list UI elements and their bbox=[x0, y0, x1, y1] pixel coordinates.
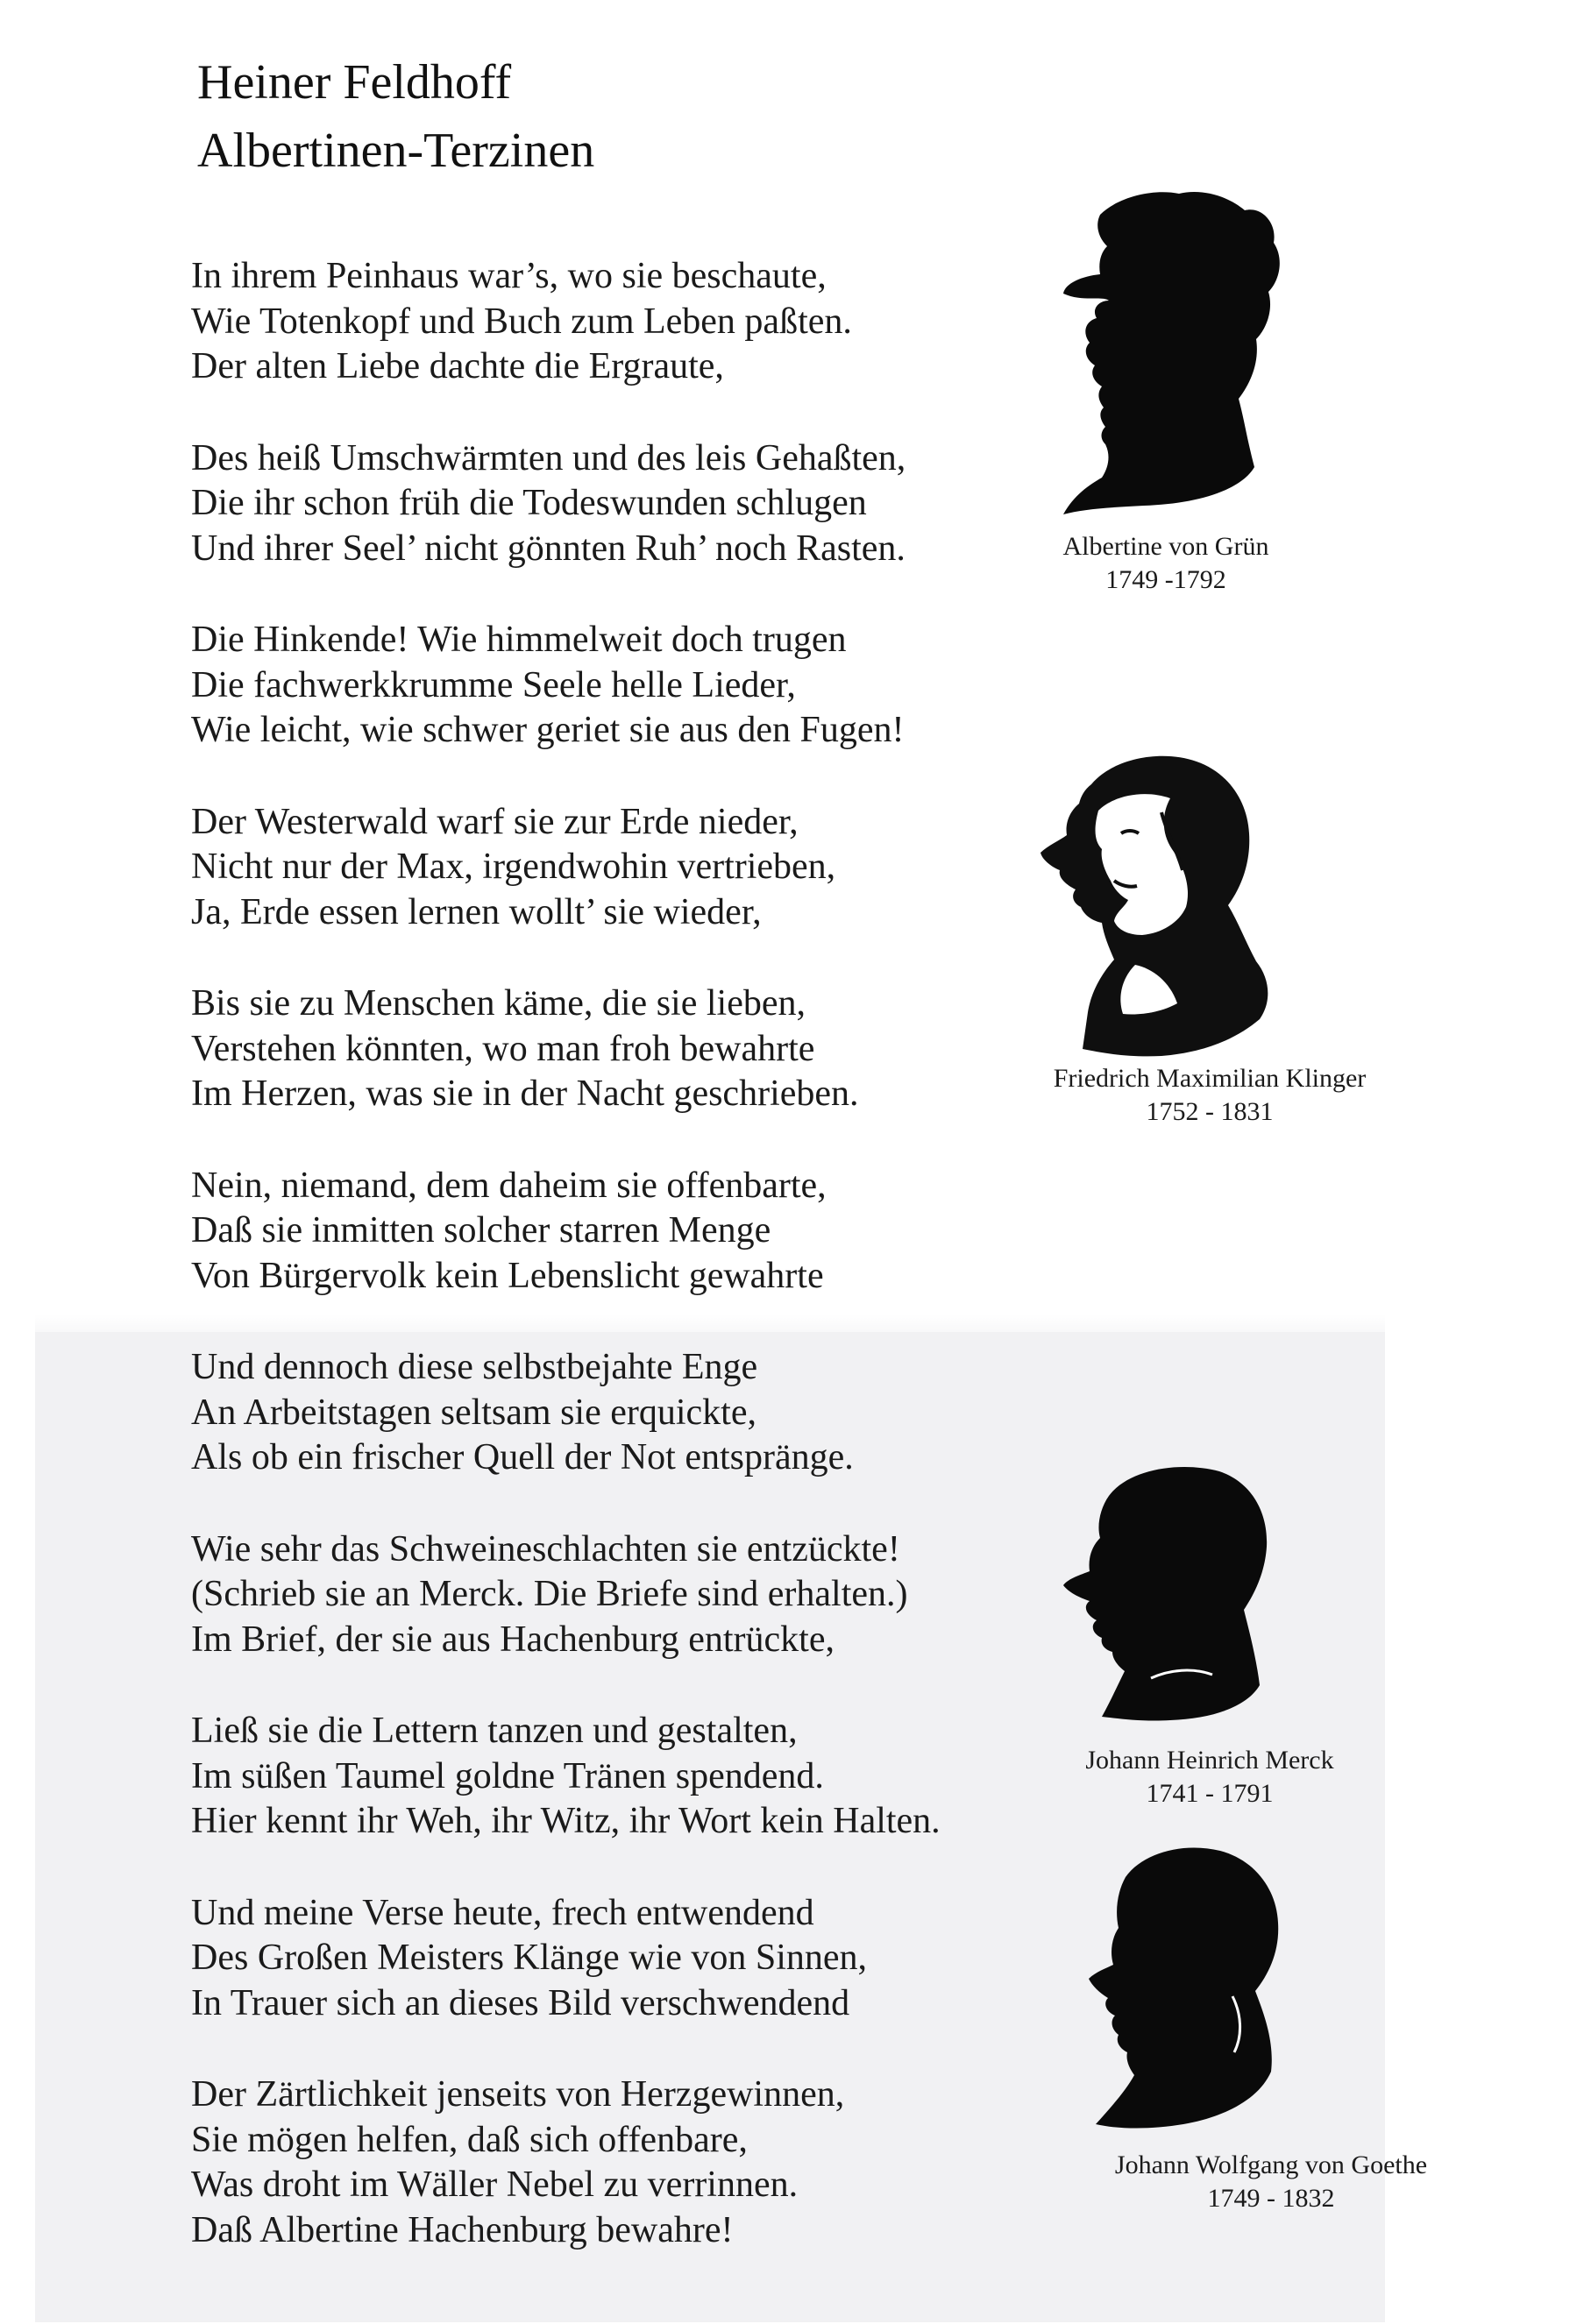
poem-line: Der Westerwald warf sie zur Erde nieder, bbox=[191, 801, 799, 842]
poem-line: Von Bürgervolk kein Lebenslicht gewahrte bbox=[191, 1255, 824, 1296]
poem-line: Im Herzen, was sie in der Nacht geschrieben. bbox=[191, 1073, 859, 1114]
stanza bbox=[191, 1527, 1120, 1663]
stanza bbox=[191, 1891, 1120, 2027]
portrait-caption-klinger bbox=[1008, 1062, 1411, 1129]
poem-line: Im süßen Taumel goldne Tränen spendend. bbox=[191, 1755, 824, 1796]
poem-line: Die ihr schon früh die Todeswunden schlugen bbox=[191, 483, 867, 523]
portrait-caption-goethe bbox=[1056, 2149, 1486, 2215]
poem-line: Im Brief, der sie aus Hachenburg entrückte, bbox=[191, 1619, 835, 1660]
poem-line: Was droht im Wäller Nebel zu verrinnen. bbox=[191, 2165, 799, 2205]
poem-line: Der Zärtlichkeit jenseits von Herzgewinnen, bbox=[191, 2074, 845, 2115]
stanza bbox=[191, 618, 1120, 754]
engraved-portrait-icon bbox=[1030, 749, 1275, 1065]
portrait-years: 1752 - 1831 bbox=[1146, 1097, 1274, 1126]
portrait-years: 1741 - 1791 bbox=[1146, 1779, 1274, 1808]
poem-line: Als ob ein frischer Quell der Not entspränge. bbox=[191, 1437, 854, 1477]
poem-line: Nein, niemand, dem daheim sie offenbarte, bbox=[191, 1165, 827, 1206]
poem-title: Albertinen-Terzinen bbox=[197, 124, 595, 178]
poem-line: Die fachwerkkrumme Seele helle Lieder, bbox=[191, 664, 796, 705]
silhouette-man-icon bbox=[1061, 1842, 1289, 2131]
poem-line: In Trauer sich an dieses Bild verschwendend bbox=[191, 1982, 850, 2023]
poem-body bbox=[191, 254, 1120, 2299]
portrait-johann-heinrich-merck bbox=[1048, 1459, 1275, 1722]
poem-line: Daß Albertine Hachenburg bewahre! bbox=[191, 2209, 734, 2250]
poem-line: Der alten Liebe dachte die Ergraute, bbox=[191, 346, 724, 386]
poem-line: Ließ sie die Lettern tanzen und gestalten, bbox=[191, 1711, 798, 1751]
portrait-albertine-von-gruen bbox=[1048, 188, 1293, 521]
portrait-johann-wolfgang-von-goethe bbox=[1061, 1842, 1289, 2131]
silhouette-man-icon bbox=[1048, 1459, 1275, 1722]
stanza bbox=[191, 981, 1120, 1117]
stanza bbox=[191, 1164, 1120, 1300]
portrait-name: Johann Heinrich Merck bbox=[1085, 1746, 1334, 1775]
silhouette-woman-icon bbox=[1048, 188, 1293, 521]
poem-line: Und ihrer Seel’ nicht gönnten Ruh’ noch Rasten. bbox=[191, 528, 906, 569]
poem-line: Und meine Verse heute, frech entwendend bbox=[191, 1892, 814, 1933]
poem-line: Wie leicht, wie schwer geriet sie aus den Fugen! bbox=[191, 710, 905, 750]
stanza-final bbox=[191, 2072, 1120, 2253]
poem-line: In ihrem Peinhaus war’s, wo sie beschaute, bbox=[191, 256, 827, 296]
title-block bbox=[197, 48, 594, 185]
poem-line: Ja, Erde essen lernen wollt’ sie wieder, bbox=[191, 891, 762, 932]
poem-line: Hier kennt ihr Weh, ihr Witz, ihr Wort kein Halten. bbox=[191, 1801, 941, 1841]
stanza bbox=[191, 436, 1120, 572]
stanza bbox=[191, 800, 1120, 936]
poem-line: Des heiß Umschwärmten und des leis Gehaßten, bbox=[191, 437, 906, 478]
poem-line: Wie Totenkopf und Buch zum Leben paßten. bbox=[191, 301, 852, 342]
poem-line: Des Großen Meisters Klänge wie von Sinnen, bbox=[191, 1938, 868, 1978]
stanza bbox=[191, 254, 1120, 390]
poem-line: Verstehen könnten, wo man froh bewahrte bbox=[191, 1028, 815, 1069]
poem-line: Daß sie inmitten solcher starren Menge bbox=[191, 1210, 771, 1251]
poem-line: Sie mögen helfen, daß sich offenbare, bbox=[191, 2119, 748, 2160]
poem-line: Und dennoch diese selbstbejahte Enge bbox=[191, 1347, 758, 1387]
poem-line: Wie sehr das Schweineschlachten sie entzückte! bbox=[191, 1528, 900, 1569]
portrait-years: 1749 -1792 bbox=[1105, 565, 1226, 594]
poem-line: (Schrieb sie an Merck. Die Briefe sind erhalten.) bbox=[191, 1574, 908, 1614]
poem-line: Nicht nur der Max, irgendwohin vertrieben, bbox=[191, 847, 836, 887]
portrait-name: Albertine von Grün bbox=[1062, 532, 1269, 561]
portrait-name: Johann Wolfgang von Goethe bbox=[1114, 2150, 1428, 2179]
portrait-friedrich-maximilian-klinger bbox=[1030, 749, 1275, 1065]
poem-line: Bis sie zu Menschen käme, die sie lieben, bbox=[191, 983, 806, 1024]
portrait-name: Friedrich Maximilian Klinger bbox=[1053, 1064, 1367, 1093]
portrait-years: 1749 - 1832 bbox=[1207, 2184, 1335, 2213]
poem-line: Die Hinkende! Wie himmelweit doch trugen bbox=[191, 620, 847, 660]
stanza bbox=[191, 1345, 1120, 1481]
stanza bbox=[191, 1709, 1120, 1845]
poem-line: An Arbeitstagen seltsam sie erquickte, bbox=[191, 1392, 756, 1433]
portrait-caption-albertine bbox=[1026, 530, 1306, 597]
portrait-caption-merck bbox=[1026, 1744, 1394, 1810]
author-name: Heiner Feldhoff bbox=[197, 55, 512, 110]
